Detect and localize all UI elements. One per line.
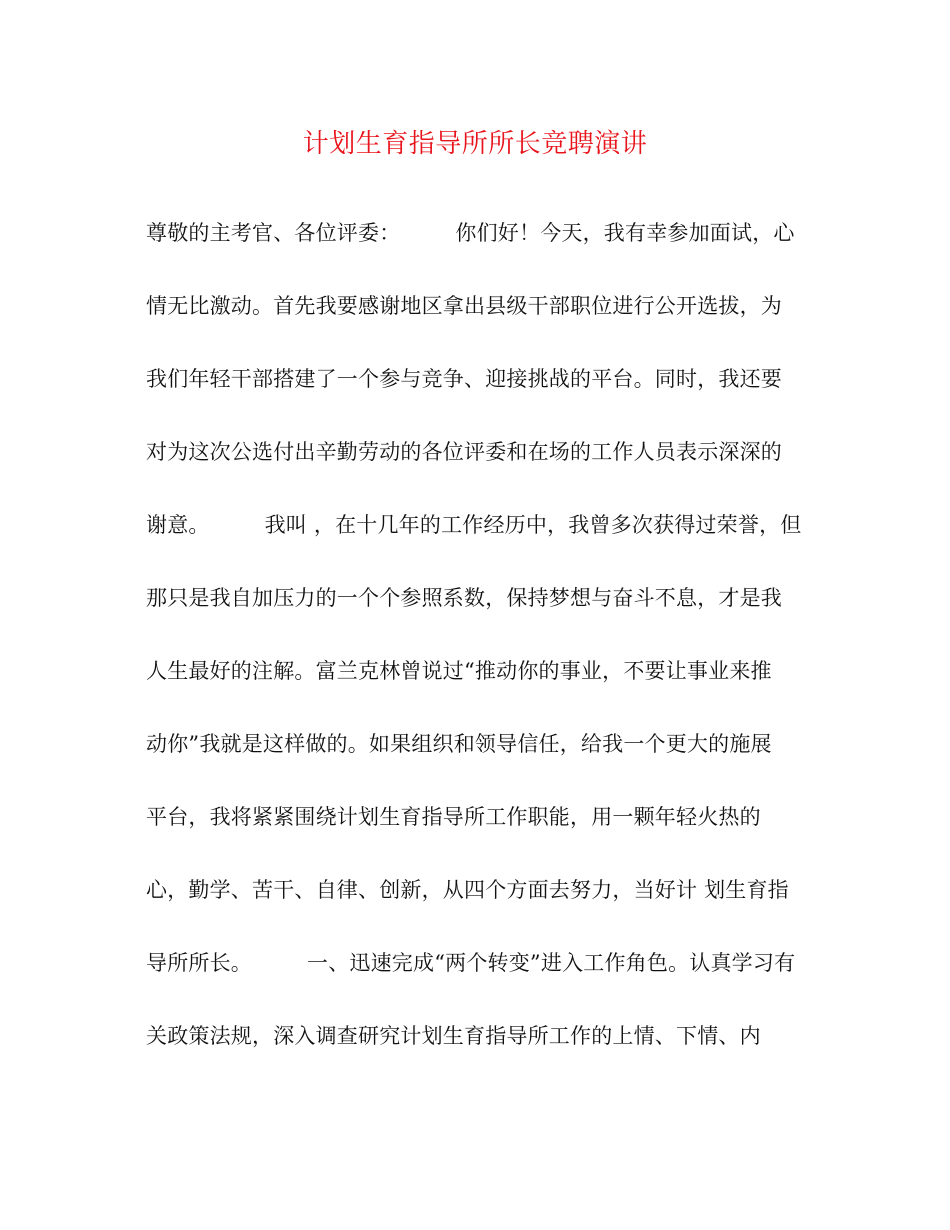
body-line-9: 平台，我将紧紧围绕计划生育指导所工作职能，用一颗年轻火热的	[146, 805, 761, 829]
body-line-10: 心，勤学、苦干、自律、创新，从四个方面去努力，当好计 划生育指	[146, 878, 789, 902]
body-line-5: 谢意。 我叫 ，在十几年的工作经历中，我曾多次获得过荣誉，但	[146, 513, 802, 537]
body-line-6: 那只是我自加压力的一个个参照系数，保持梦想与奋斗不息，才是我	[146, 586, 782, 610]
body-line-2: 情无比激动。首先我要感谢地区拿出县级干部职位进行公开选拔，为	[146, 294, 782, 318]
body-line-7: 人生最好的注解。富兰克林曾说过“推动你的事业，不要让事业来推	[146, 659, 772, 683]
body-line-4: 对为这次公选付出辛勤劳动的各位评委和在场的工作人员表示深深的	[146, 440, 782, 464]
body-line-1: 尊敬的主考官、各位评委： 你们好！今天，我有幸参加面试，心	[146, 221, 795, 245]
body-line-3: 我们年轻干部搭建了一个参与竞争、迎接挑战的平台。同时，我还要	[146, 367, 782, 391]
body-line-12: 关政策法规，深入调查研究计划生育指导所工作的上情、下情、内	[146, 1024, 761, 1048]
body-line-8: 动你”我就是这样做的。如果组织和领导信任，给我一个更大的施展	[146, 732, 772, 756]
body-line-11: 导所所长。 一、迅速完成“两个转变”进入工作角色。认真学习有	[146, 951, 796, 975]
document-title: 计划生育指导所所长竞聘演讲	[302, 129, 648, 159]
